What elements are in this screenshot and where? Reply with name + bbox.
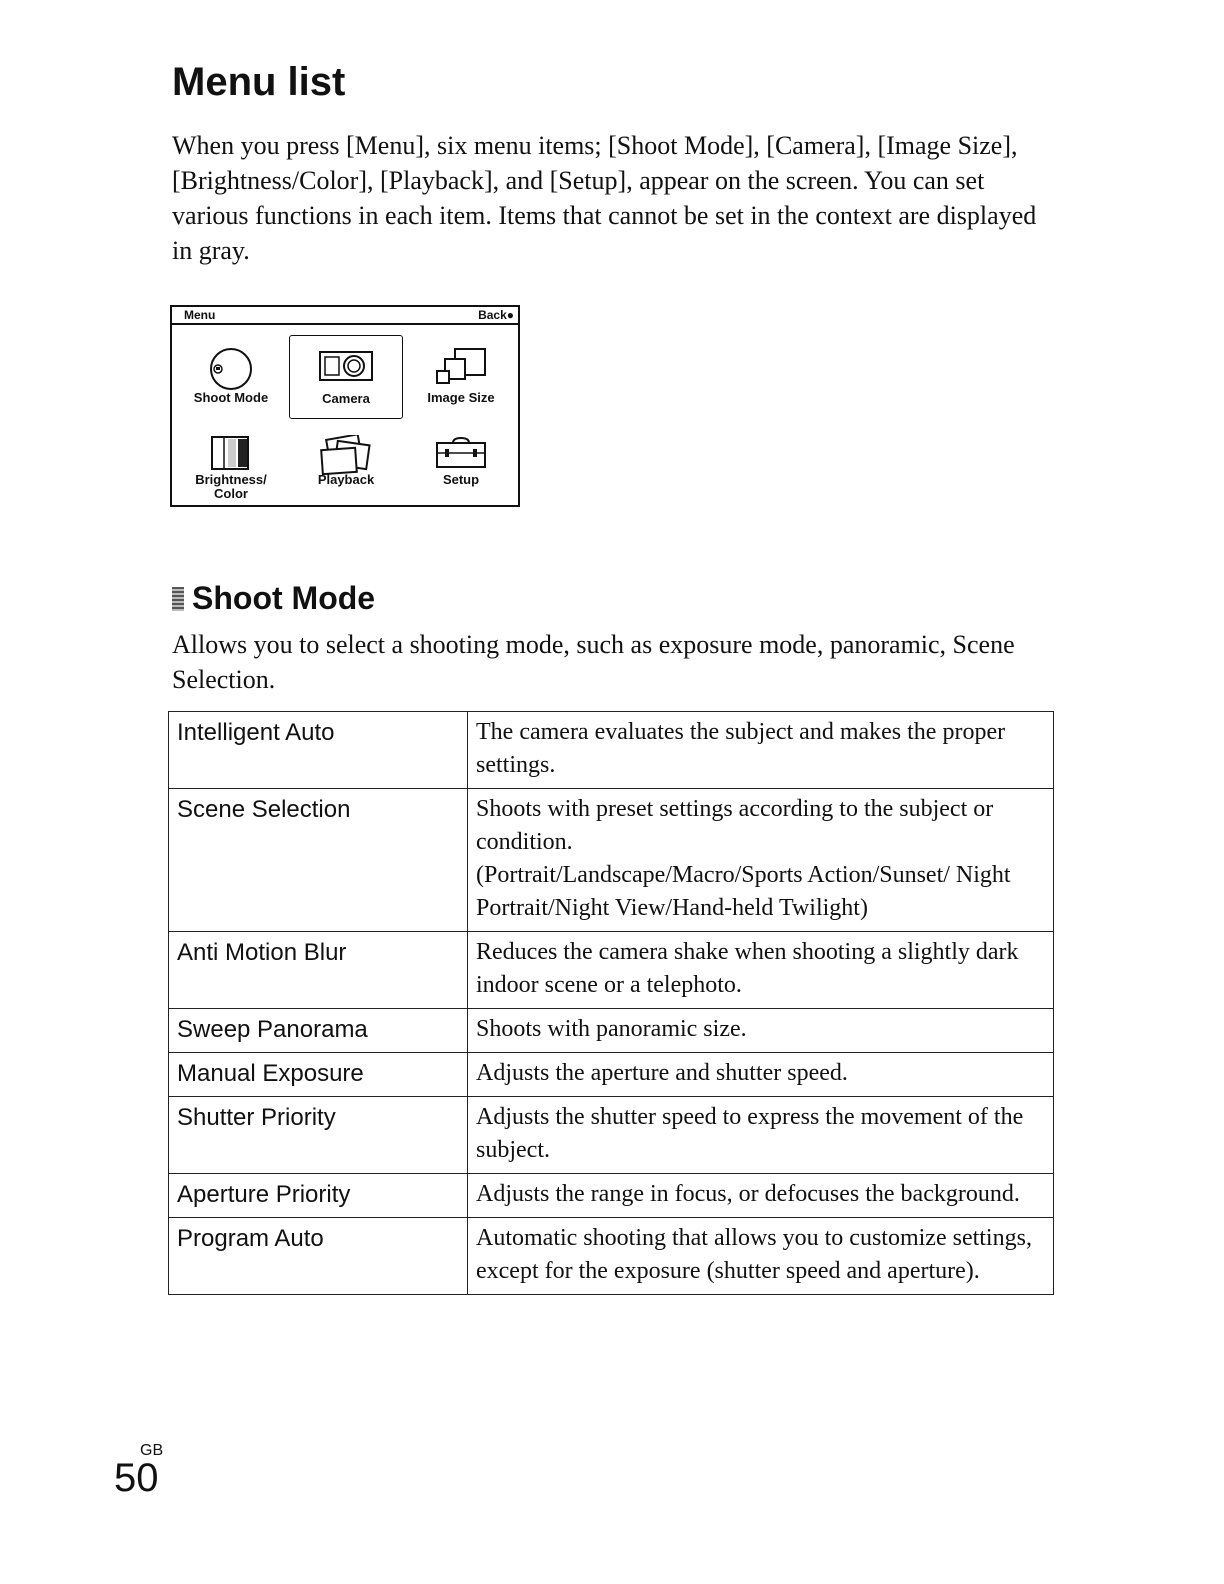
menu-item-brightness-color [174, 425, 288, 509]
table-row [169, 932, 1054, 1009]
mode-name: Program Auto [169, 1218, 468, 1295]
back-label: Back [478, 308, 507, 322]
shoot-mode-icon [206, 345, 256, 393]
mode-name: Scene Selection [169, 789, 468, 932]
camera-icon [316, 346, 376, 386]
table-row [169, 1097, 1054, 1174]
mode-description: Adjusts the range in focus, or defocuses the background. [468, 1174, 1054, 1218]
mode-name: Aperture Priority [169, 1174, 468, 1218]
menu-item-label: Image Size [427, 390, 495, 405]
section-heading [172, 580, 375, 617]
mode-description: Adjusts the shutter speed to express the movement of the subject. [468, 1097, 1054, 1174]
menu-item-image-size [404, 335, 518, 419]
menu-item-label: Setup [442, 472, 480, 487]
mode-description: Shoots with panoramic size. [468, 1009, 1054, 1053]
menu-header [172, 307, 518, 325]
mode-name: Shutter Priority [169, 1097, 468, 1174]
shoot-mode-table [168, 711, 1054, 1295]
menu-item-label: Brightness/ Color [195, 472, 267, 501]
section-heading-text: Shoot Mode [192, 580, 376, 616]
table-row [169, 789, 1054, 932]
page-title: Menu list [172, 60, 346, 104]
back-dot-icon: ● [506, 308, 514, 322]
menu-item-camera [289, 335, 403, 419]
table-row [169, 1218, 1054, 1295]
table-row [169, 1053, 1054, 1097]
menu-item-setup [404, 425, 518, 509]
menu-screen-illustration [170, 305, 520, 507]
mode-name: Sweep Panorama [169, 1009, 468, 1053]
mode-description: Adjusts the aperture and shutter speed. [468, 1053, 1054, 1097]
playback-icon [314, 435, 378, 475]
section-description: Allows you to select a shooting mode, such as exposure mode, panoramic, Scene Selection. [172, 630, 1015, 694]
table-row [169, 1009, 1054, 1053]
setup-icon [431, 435, 491, 471]
mode-description: Automatic shooting that allows you to customize settings, except for the exposure (shutter speed and aperture). [468, 1218, 1054, 1295]
menu-item-label: Shoot Mode [193, 390, 269, 405]
page-number: 50 [114, 1456, 159, 1500]
menu-item-label: Playback [317, 472, 375, 487]
image-size-icon [431, 345, 491, 389]
menu-item-playback [289, 425, 403, 509]
mode-name: Manual Exposure [169, 1053, 468, 1097]
table-row [169, 712, 1054, 789]
section-marker-icon [172, 587, 184, 611]
mode-name: Anti Motion Blur [169, 932, 468, 1009]
menu-item-label: Camera [322, 391, 370, 406]
intro-paragraph: When you press [Menu], six menu items; [Shoot Mode], [Camera], [Image Size], [Brightness/Color], [Playback], and [Setup], appear on the screen. You can set various functions in each item. Items that cannot be set in the context are displayed in gray. [172, 131, 1037, 265]
mode-name: Intelligent Auto [169, 712, 468, 789]
mode-description: The camera evaluates the subject and makes the proper settings. [468, 712, 1054, 789]
menu-item-shoot-mode [174, 335, 288, 419]
mode-description: Reduces the camera shake when shooting a slightly dark indoor scene or a telephoto. [468, 932, 1054, 1009]
mode-description: Shoots with preset settings according to the subject or condition. (Portrait/Landscape/Macro/Sports Action/Sunset/ Night Portrait/Night View/Hand-held Twilight) [468, 789, 1054, 932]
table-row [169, 1174, 1054, 1218]
brightness-color-icon [208, 435, 254, 471]
region-label: GB [140, 1442, 164, 1459]
menu-header-back [478, 308, 514, 322]
menu-header-title: Menu [184, 308, 216, 322]
